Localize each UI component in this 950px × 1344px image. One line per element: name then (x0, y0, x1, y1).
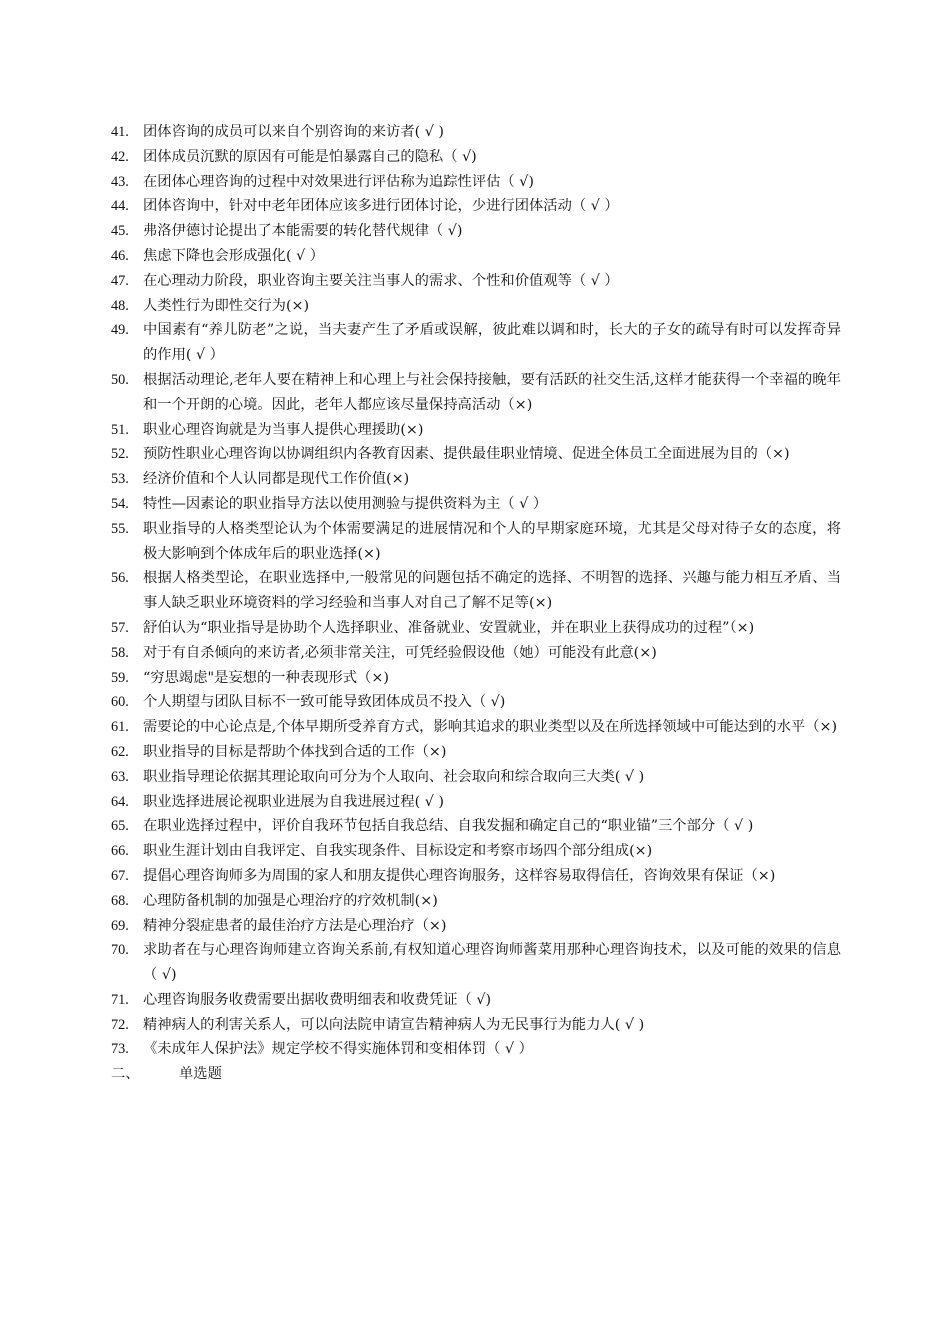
item-text: 团体咨询的成员可以来自个别咨询的来访者( √ ) (143, 124, 444, 140)
list-item (111, 839, 841, 864)
item-number: 71. (111, 991, 129, 1008)
item-text: 《未成年人保护法》规定学校不得实施体罚和变相体罚（ √ ） (143, 1041, 533, 1058)
item-number: 60. (111, 694, 129, 711)
item-number: 56. (111, 570, 129, 587)
list-item (111, 690, 841, 715)
item-text: 焦虑下降也会形成强化( √ ） (143, 247, 325, 264)
list-item (111, 517, 841, 567)
list-item (111, 938, 841, 988)
item-text: 职业心理咨询就是为当事人提供心理援助(×) (143, 421, 424, 438)
list-item (111, 790, 841, 815)
item-text: 职业指导理论依据其理论取向可分为个人取向、社会取向和综合取向三大类( √ ) (143, 768, 645, 785)
list-item (111, 170, 841, 195)
list-item (111, 740, 841, 765)
item-text: “穷思竭虑"是妄想的一种表现形式（×) (143, 669, 389, 686)
list-item (111, 864, 841, 889)
item-number: 58. (111, 644, 129, 661)
item-number: 53. (111, 471, 129, 488)
item-number: 45. (111, 223, 129, 240)
list-item (111, 418, 841, 443)
item-number: 43. (111, 173, 129, 190)
list-item (111, 566, 841, 616)
item-text: 在团体心理咨询的过程中对效果进行评估称为追踪性评估（ √) (143, 173, 534, 190)
list-item (111, 219, 841, 244)
list-item (111, 988, 841, 1013)
item-text: 精神病人的利害关系人，可以向法院申请宣告精神病人为无民事行为能力人( √ ) (143, 1016, 645, 1033)
item-number: 52. (111, 446, 129, 463)
item-text: 精神分裂症患者的最佳治疗方法是心理治疗（×) (143, 917, 447, 934)
list-item (111, 1013, 841, 1038)
list-item (111, 244, 841, 269)
item-number: 68. (111, 892, 129, 909)
list-item (111, 368, 841, 418)
item-text: 在心理动力阶段，职业咨询主要关注当事人的需求、个性和价值观等（ √ ） (143, 272, 619, 289)
item-number: 54. (111, 495, 129, 512)
list-item (111, 641, 841, 666)
list-item (111, 492, 841, 517)
item-number: 51. (111, 421, 129, 438)
item-text: 对于有自杀倾向的来访者,必须非常关注，可凭经验假设他（她）可能没有此意(×) (143, 644, 657, 661)
list-item (111, 318, 841, 368)
true-false-question-list (111, 120, 841, 1087)
item-number: 57. (111, 619, 129, 636)
list-item (111, 442, 841, 467)
item-text: 特性—因素论的职业指导方法以使用测验与提供资料为主（ √ ） (143, 495, 548, 512)
item-text: 在职业选择过程中，评价自我环节包括自我总结、自我发掘和确定自己的“职业锚”三个部分（ √ ) (143, 818, 754, 835)
item-text: 心理咨询服务收费需要出据收费明细表和收费凭证（ √) (143, 991, 492, 1008)
item-number: 63. (111, 768, 129, 785)
item-text: 职业选择进展论视职业进展为自我进展过程( √ ) (143, 793, 444, 810)
item-text: 根据活动理论,老年人要在精神上和心理上与社会保持接触，要有活跃的社交生活,这样才能获得一个幸福的晚年和一个开朗的心境。因此，老年人都应该尽量保持高活动（×) (143, 371, 841, 413)
item-number: 47. (111, 272, 129, 289)
item-text: 团体成员沉默的原因有可能是怕暴露自己的隐私（ √) (143, 148, 477, 165)
list-item (111, 1037, 841, 1062)
item-number: 66. (111, 843, 129, 860)
item-number: 69. (111, 917, 129, 934)
item-text: 团体咨询中，针对中老年团体应该多进行团体讨论，少进行团体活动（ √ ） (143, 198, 619, 215)
item-text: 求助者在与心理咨询师建立咨询关系前,有权知道心理咨询师酱菜用那种心理咨询技术，以及可能的效果的信息（ √) (143, 942, 841, 984)
item-number: 42. (111, 148, 129, 165)
list-item (111, 467, 841, 492)
list-item (111, 914, 841, 939)
item-text: 职业指导的人格类型论认为个体需要满足的进展情况和个人的早期家庭环境，尤其是父母对待子女的态度，将极大影响到个体成年后的职业选择(×) (143, 520, 841, 562)
section-title: 单选题 (179, 1066, 222, 1083)
list-item (111, 145, 841, 170)
item-text: 舒伯认为“职业指导是协助个人选择职业、准备就业、安置就业，并在职业上获得成功的过程”（×) (143, 619, 755, 636)
list-item (111, 889, 841, 914)
list-item (111, 666, 841, 691)
item-text: 心理防备机制的加强是心理治疗的疗效机制(×) (143, 892, 438, 909)
list-item (111, 269, 841, 294)
item-number: 41. (111, 124, 129, 140)
item-number: 55. (111, 520, 129, 537)
item-text: 人类性行为即性交行为(×) (143, 297, 310, 314)
item-number: 59. (111, 669, 129, 686)
item-text: 个人期望与团队目标不一致可能导致团体成员不投入（ √) (143, 694, 506, 711)
item-number: 64. (111, 793, 129, 810)
item-text: 经济价值和个人认同都是现代工作价值(×) (143, 471, 410, 488)
section-number: 二、 (111, 1066, 140, 1083)
item-number: 46. (111, 247, 129, 264)
item-number: 50. (111, 371, 129, 388)
item-text: 弗洛伊德讨论提出了本能需要的转化替代规律（ √) (143, 223, 463, 240)
list-item (111, 765, 841, 790)
item-text: 职业生涯计划由自我评定、自我实现条件、目标设定和考察市场四个部分组成(×) (143, 843, 653, 860)
item-text: 中国素有“养儿防老”之说，当夫妻产生了矛盾或误解，彼此难以调和时，长大的子女的疏导有时可以发挥奇异的作用( √ ） (143, 322, 841, 364)
section-heading (111, 1062, 841, 1087)
item-number: 62. (111, 743, 129, 760)
item-number: 73. (111, 1041, 129, 1058)
item-number: 48. (111, 297, 129, 314)
item-text: 提倡心理咨询师多为周围的家人和朋友提供心理咨询服务，这样容易取得信任，咨询效果有保证（×) (143, 867, 776, 884)
list-item (111, 194, 841, 219)
item-number: 67. (111, 867, 129, 884)
item-text: 预防性职业心理咨询以协调组织内各教育因素、提供最佳职业情境、促进全体员工全面进展为目的（×) (143, 446, 790, 463)
list-item (111, 715, 841, 740)
item-number: 72. (111, 1016, 129, 1033)
list-item (111, 120, 841, 145)
item-text: 职业指导的目标是帮助个体找到合适的工作（×) (143, 743, 447, 760)
item-number: 61. (111, 719, 129, 736)
item-number: 49. (111, 322, 129, 339)
item-number: 70. (111, 942, 129, 959)
list-item (111, 814, 841, 839)
item-text: 需要论的中心论点是,个体早期所受养育方式，影响其追求的职业类型以及在所选择领域中可能达到的水平（×) (143, 719, 838, 736)
item-text: 根据人格类型论，在职业选择中,一般常见的问题包括不确定的选择、不明智的选择、兴趣与能力相互矛盾、当事人缺乏职业环境资料的学习经验和当事人对自己了解不足等(×) (143, 570, 841, 612)
list-item (111, 616, 841, 641)
item-number: 65. (111, 818, 129, 835)
list-item (111, 294, 841, 319)
item-number: 44. (111, 198, 129, 215)
